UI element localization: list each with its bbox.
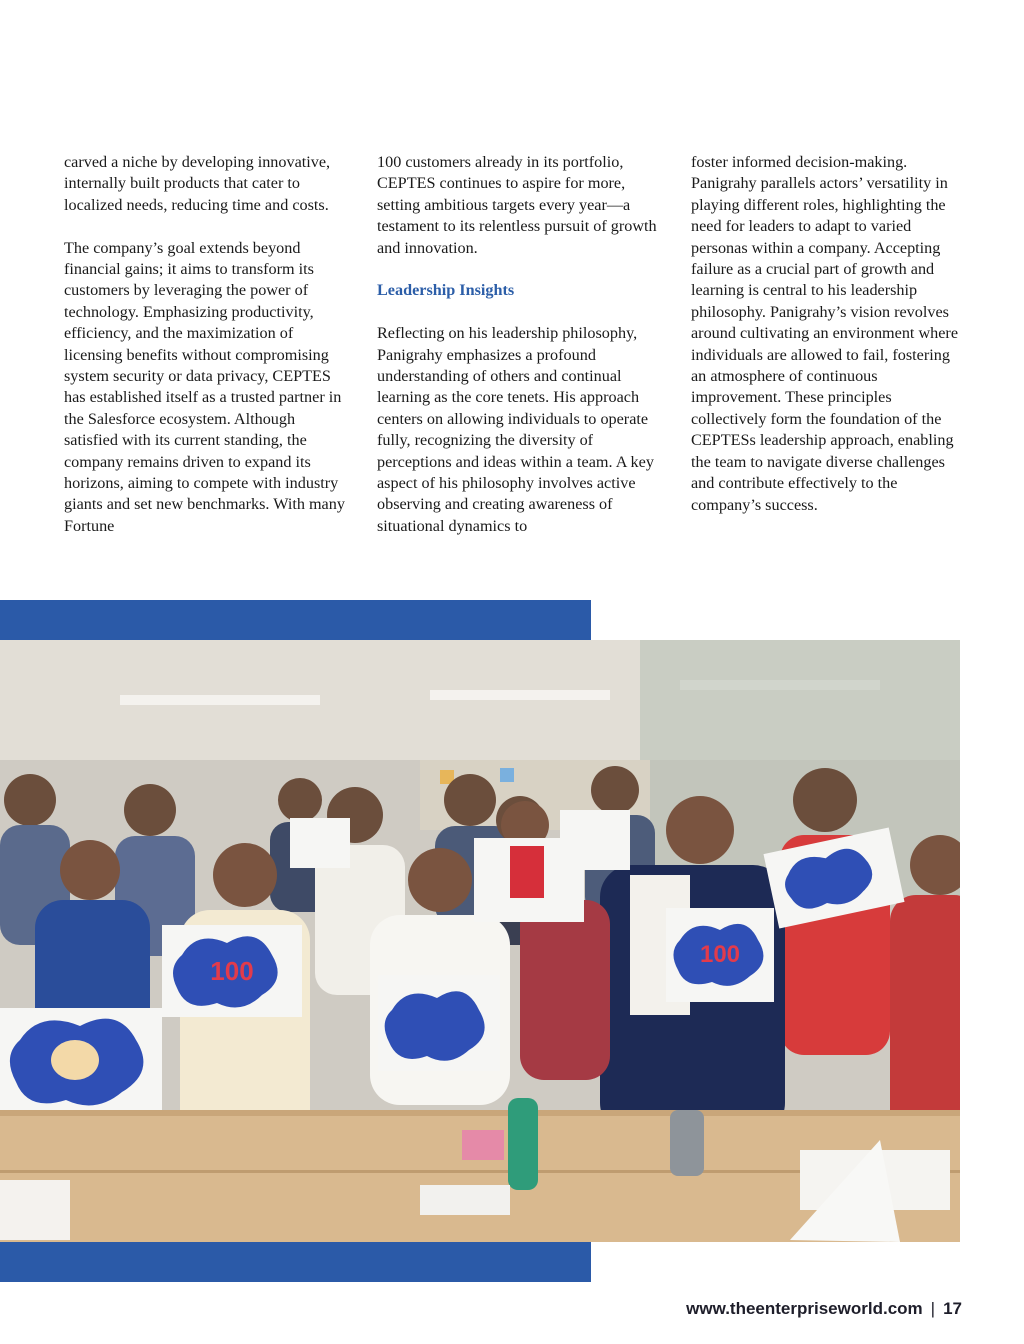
paragraph: The company’s goal extends beyond financial gains; it aims to transform its customers by leveraging the power of technology. Emphasizing productivity, efficiency, and the maximization of licensing benefits without compromising system security or data privacy, CEPTES has established itself as a trusted partner in the Salesforce ecosystem. Although satisfied with its current standing, the company remains driven to expand its horizons, aiming to compete with industry giants and set new benchmarks. With many Fortune: [64, 238, 345, 535]
page-footer: [686, 1299, 962, 1319]
decorative-band-top: [0, 600, 591, 640]
paragraph: Reflecting on his leadership philosophy, Panigrahy emphasizes a profound understanding of others and continual learning as the core tenets. His approach centers on allowing individuals to operate fully, recognizing the diversity of perceptions and ideas within a team. A key aspect of his philosophy involves active observing and creating awareness of situational dynamics to: [377, 324, 654, 535]
section-heading: Leadership Insights: [377, 281, 515, 300]
text-column-1: [64, 152, 348, 537]
paragraph: foster informed decision-making. Panigrahy parallels actors’ versatility in playing different roles, highlighting the need for leaders to adapt to varied personas within a company. Accepting failure as a crucial part of growth and learning is central to his leadership philosophy. Panigrahy’s vision revolves around cultivating an environment where individuals are allowed to fail, fostering an atmosphere of continuous improvement. These principles collectively form the foundation of the CEPTESs leadership approach, enabling the team to navigate diverse challenges and contribute effectively to the company’s success.: [691, 153, 959, 514]
website-link[interactable]: www.theenterpriseworld.com: [686, 1299, 923, 1318]
footer-separator: |: [930, 1299, 936, 1318]
page-number: 17: [943, 1299, 962, 1318]
paragraph: 100 customers already in its portfolio, CEPTES continues to aspire for more, setting ambitious targets every year—a testament to its relentless pursuit of growth and innovation.: [377, 153, 657, 257]
team-photo: [0, 640, 960, 1242]
svg-text:100: 100: [699, 941, 741, 968]
svg-text:100: 100: [210, 956, 254, 986]
decorative-band-bottom: [0, 1242, 591, 1282]
paragraph: carved a niche by developing innovative, internally built products that cater to localized needs, reducing time and costs.: [64, 153, 331, 214]
text-column-3: [691, 152, 963, 516]
text-column-2: [377, 152, 661, 537]
